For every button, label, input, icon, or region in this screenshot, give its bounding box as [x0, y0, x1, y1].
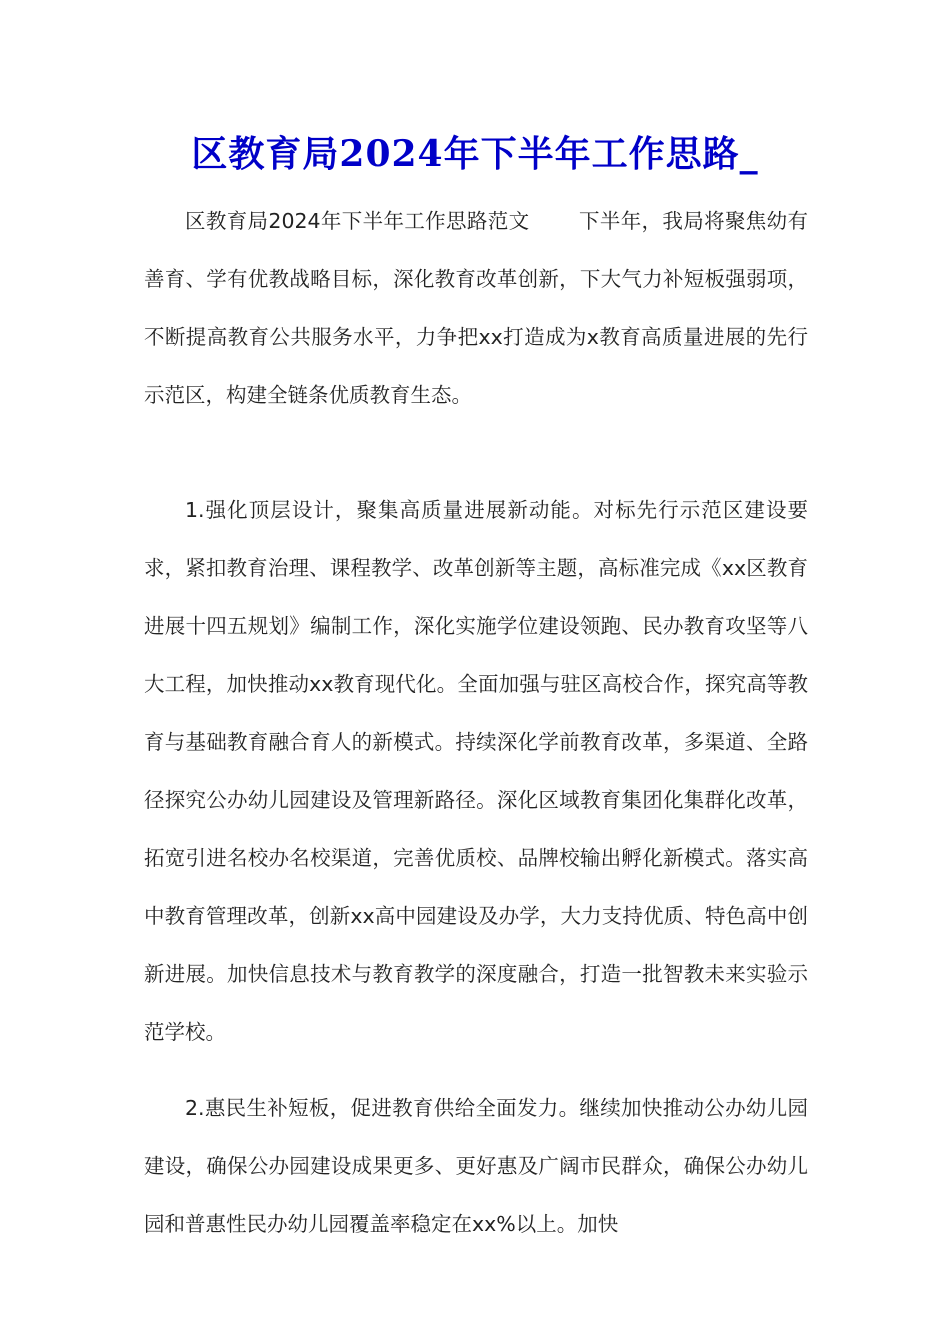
paragraph-2: 2.惠民生补短板，促进教育供给全面发力。继续加快推动公办幼儿园建设，确保公办园建设成果更多、更好惠及广阔市民群众，确保公办幼儿园和普惠性民办幼儿园覆盖率稳定在xx%以上。加快	[144, 1096, 808, 1236]
intro-lead-text: 区教育局2024年下半年工作思路范文	[185, 209, 530, 233]
intro-body-text: 下半年，我局将聚焦幼有善育、学有优教战略目标，深化教育改革创新，下大气力补短板强弱项，不断提高教育公共服务水平，力争把xx打造成为x教育高质量进展的先行示范区，构建全链条优质教育生态。	[144, 209, 809, 407]
paragraph-1: 1.强化顶层设计，聚集高质量进展新动能。对标先行示范区建设要求，紧扣教育治理、课程教学、改革创新等主题，高标准完成《xx区教育进展十四五规划》编制工作，深化实施学位建设领跑、民办教育攻坚等八大工程，加快推动xx教育现代化。全面加强与驻区高校合作，探究高等教育与基础教育融合育人的新模式。持续深化学前教育改革，多渠道、全路径探究公办幼儿园建设及管理新路径。深化区域教育集团化集群化改革，拓宽引进名校办名校渠道，完善优质校、品牌校输出孵化新模式。落实高中教育管理改革，创新xx高中园建设及办学，大力支持优质、特色高中创新进展。加快信息技术与教育教学的深度融合，打造一批智教未来实验示范学校。	[144, 498, 808, 1044]
document-title: 区教育局2024年下半年工作思路_	[191, 133, 759, 175]
intro-paragraph	[144, 192, 808, 424]
